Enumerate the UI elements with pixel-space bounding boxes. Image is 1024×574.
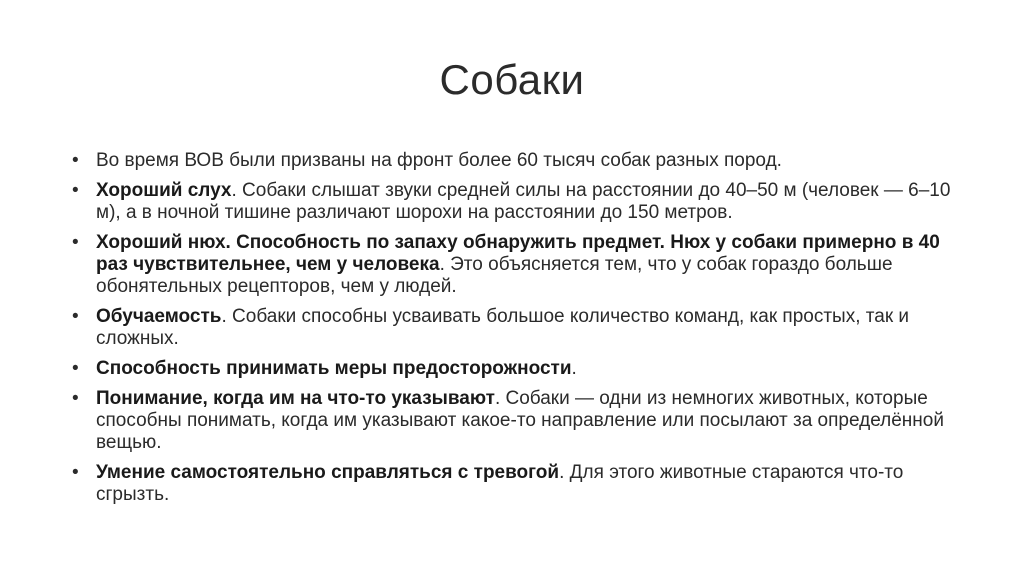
bullet-text: . Собаки слышат звуки средней силы на расстоянии до 40–50 м (человек — 6–10 м), а в ночной тишине различают шорохи на расстоянии до 150 метров. [96, 180, 951, 223]
bullet-item-6 [70, 388, 970, 454]
bullet-icon: • [72, 462, 79, 483]
bullet-text: . Собаки способны усваивать большое количество команд, как простых, так и сложных. [96, 306, 910, 349]
bullet-text: . Для этого животные стараются что-то сгрызть. [96, 462, 904, 505]
bullet-item-7 [70, 462, 970, 506]
bullet-bold-text: Умение самостоятельно справляться с тревогой [96, 462, 560, 483]
bullet-bold-text: Хороший нюх. Способность по запаху обнаружить предмет. Нюх у собаки примерно в 40 раз чувствительнее, чем у человека [96, 232, 940, 275]
slide-title: Собаки [439, 56, 585, 103]
bullet-icon: • [72, 306, 79, 327]
bullet-item-3 [70, 232, 970, 298]
bullet-bold-text: Хороший слух [96, 180, 232, 201]
bullet-item-1 [70, 150, 970, 172]
bullet-icon: • [72, 358, 79, 379]
bullet-item-2 [70, 180, 970, 224]
bullet-text: . Собаки — одни из немногих животных, которые способны понимать, когда им указывают какое-то направление или посылают за определённой вещью. [96, 388, 944, 453]
bullet-icon: • [72, 232, 79, 253]
bullet-text: . Это объясняется тем, что у собак гораздо больше обонятельных рецепторов, чем у людей. [96, 254, 893, 297]
bullet-list [70, 150, 970, 514]
bullet-icon: • [72, 388, 79, 409]
bullet-item-4 [70, 306, 970, 350]
bullet-bold-text: Понимание, когда им на что-то указывают [96, 388, 495, 409]
bullet-bold-text: Способность принимать меры предосторожности [96, 358, 572, 379]
bullet-bold-text: Обучаемость [96, 306, 222, 327]
bullet-text: Во время ВОВ были призваны на фронт более 60 тысяч собак разных пород. [96, 150, 782, 171]
bullet-text: . [571, 358, 577, 379]
bullet-icon: • [72, 180, 79, 201]
bullet-icon: • [72, 150, 79, 171]
bullet-item-5 [70, 358, 970, 380]
